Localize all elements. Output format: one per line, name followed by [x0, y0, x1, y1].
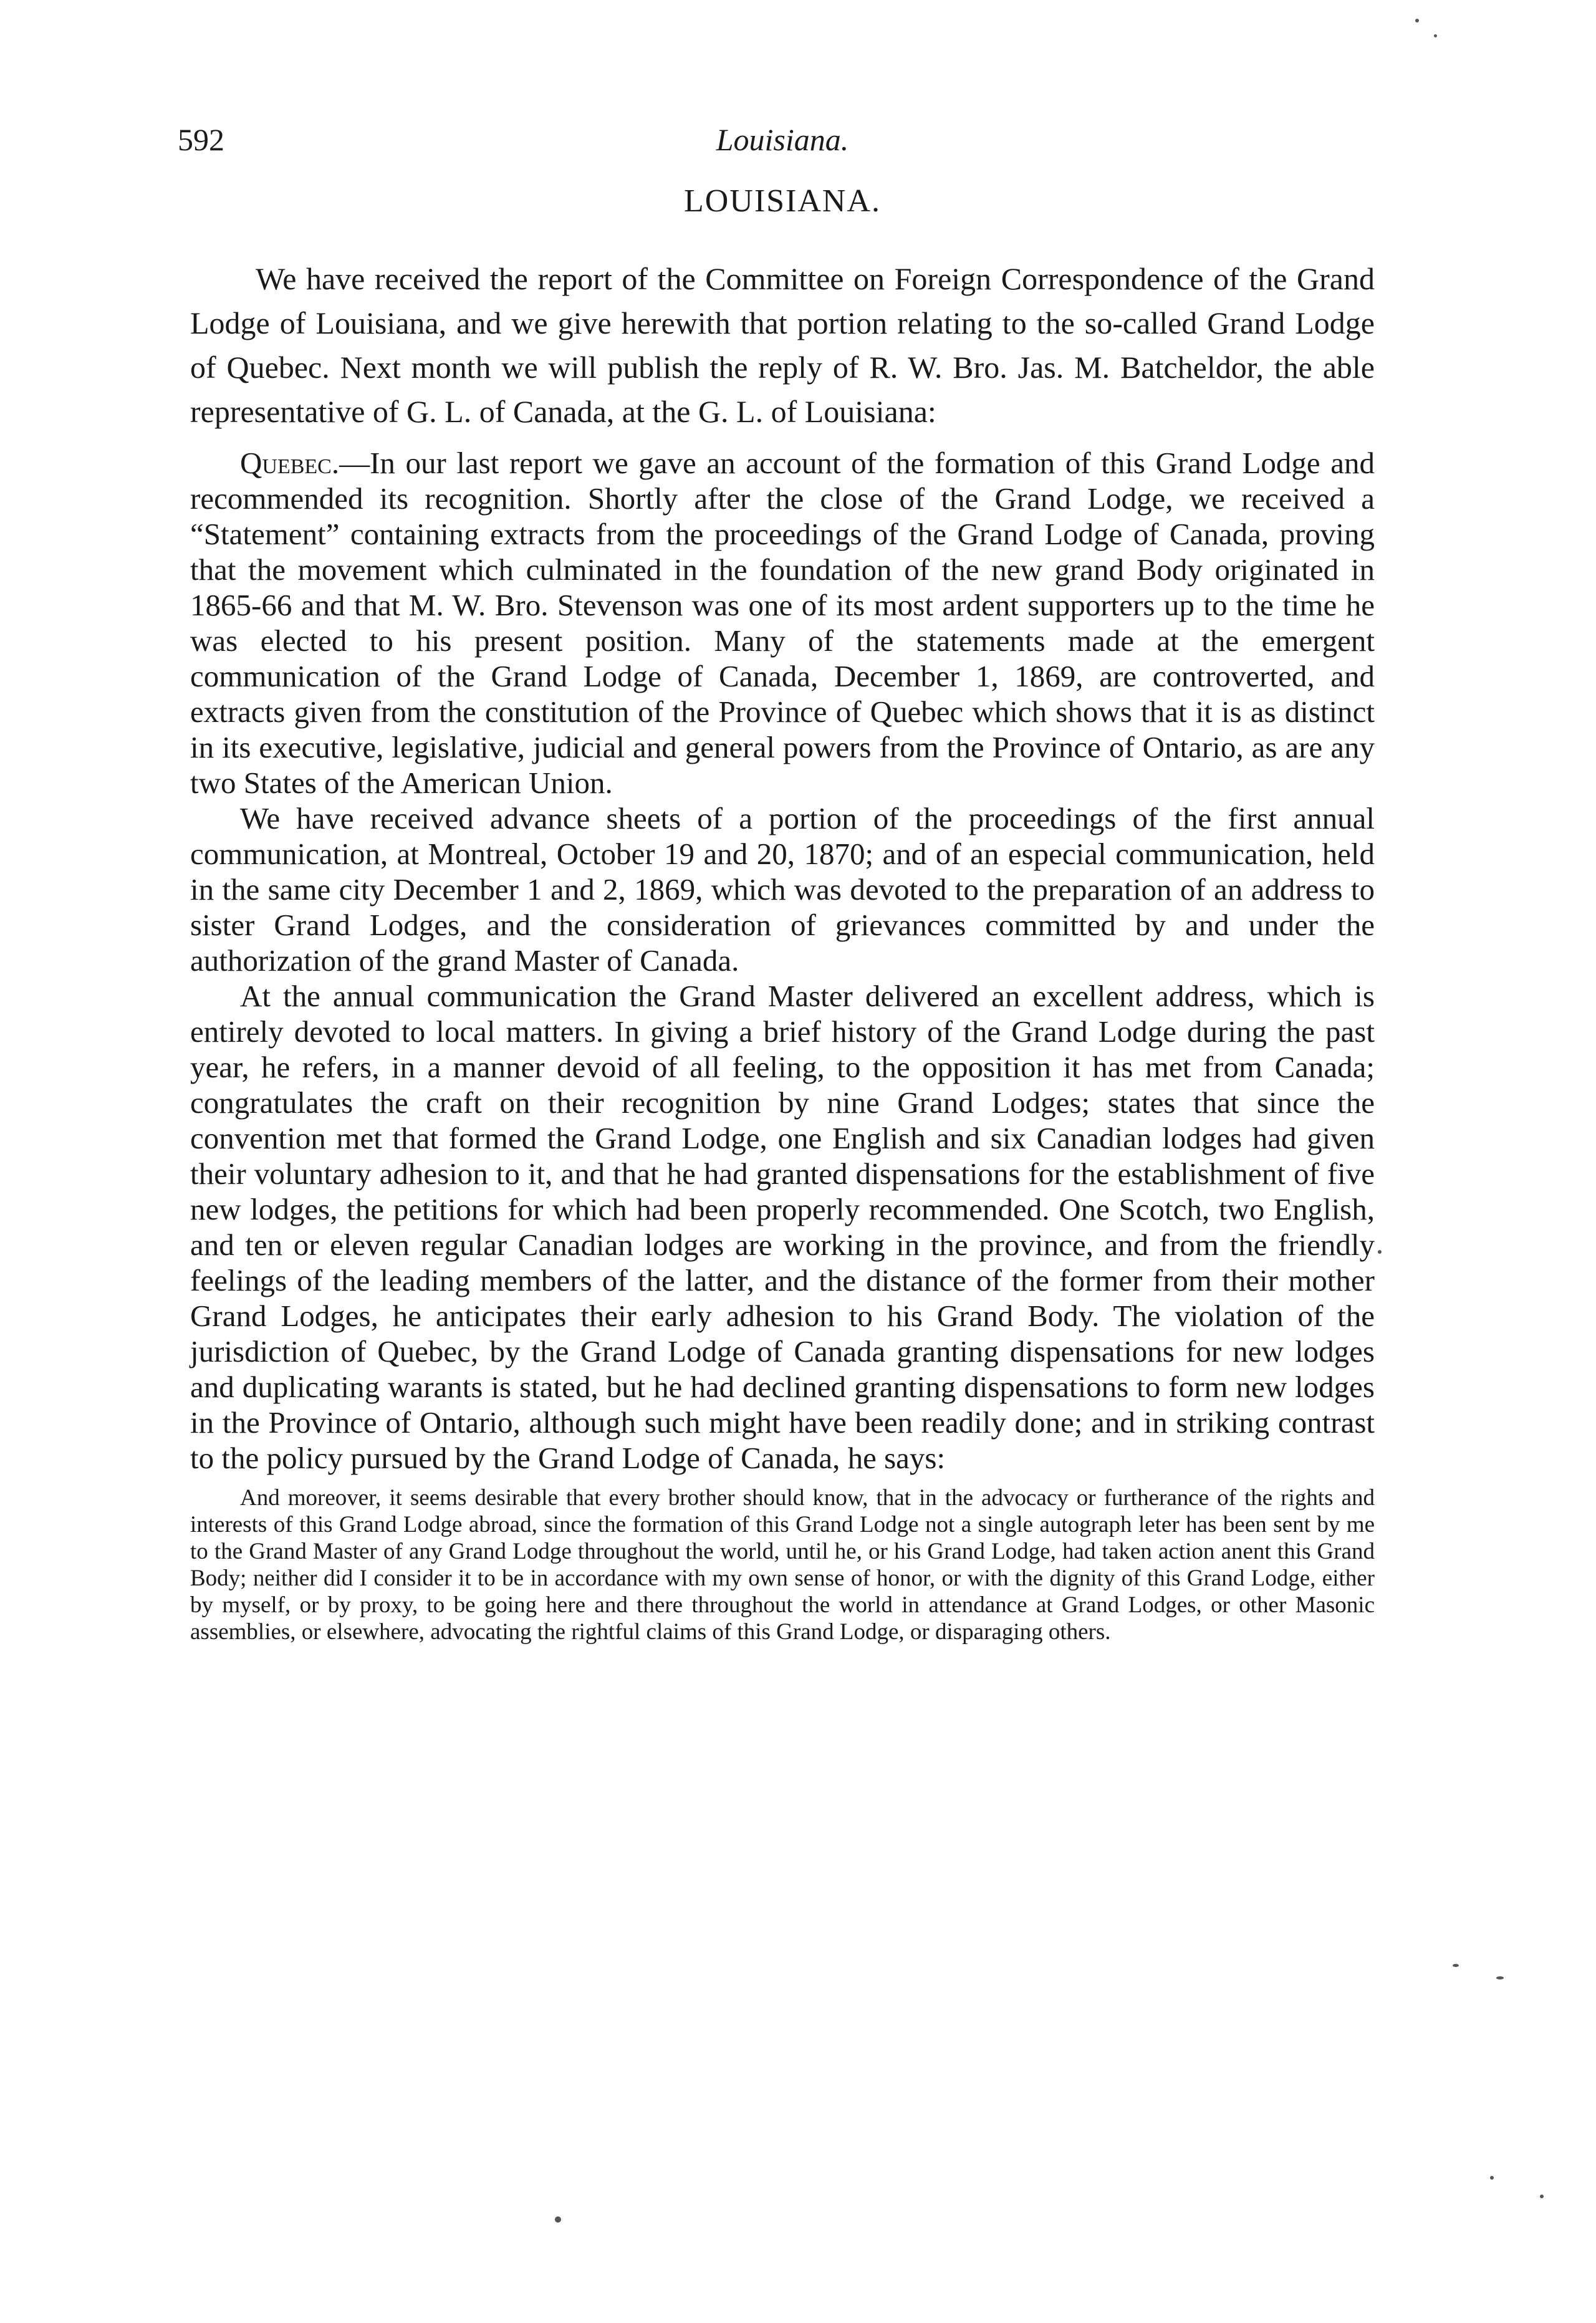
book-page [178, 122, 1375, 1645]
report-paragraph-1 [190, 445, 1375, 801]
intro-paragraph [190, 257, 1375, 434]
running-title: Louisiana. [716, 122, 849, 157]
report-paragraph-2: We have received advance sheets of a portion of the proceedings of the first annual communication, at Montreal, October 19 and 20, 1870; and of an especial communication, held in the same city December 1 and 2, 1869, which was devoted to the preparation of an address to sister Grand Lodges, and the consideration of grievances committed by and under the authorization of the grand Master of Canada. [190, 801, 1375, 978]
section-title: LOUISIANA. [683, 183, 882, 219]
page-header [178, 122, 1375, 171]
speck [1490, 2176, 1494, 2180]
speck [1496, 1976, 1504, 1979]
speck [1434, 34, 1437, 37]
block-quote [190, 1484, 1375, 1645]
speck [1415, 19, 1419, 22]
speck [1540, 2195, 1544, 2198]
page-number: 592 [178, 122, 224, 157]
report-paragraph-1-text: —In our last report we gave an account of the formation of this Grand Lodge and recommended its recognition. Shortly after the close of the Grand Lodge, we received a “Statement” containing extracts from the proceedings of the Grand Lodge of Canada, proving that the movement which culminated in the foundation of the new grand Body originated in 1865-66 and that M. W. Bro. Stevenson was one of its most ardent supporters up to the time he was elected to his present position. Many of the statements made at the emergent communication of the Grand Lodge of Canada, December 1, 1869, are controverted, and extracts given from the constitution of the Province of Quebec which shows that it is as distinct in its executive, legislative, judicial and general powers from the Province of Ontario, as are any two States of the American Union. [190, 446, 1375, 800]
speck [555, 2216, 561, 2223]
speck [1378, 1250, 1382, 1254]
report-paragraph-3: At the annual communication the Grand Master delivered an excellent address, which is entirely devoted to local matters. In giving a brief history of the Grand Lodge during the past year, he refers, in a manner devoid of all feeling, to the opposition it has met from Canada; congratulates the craft on their recognition by nine Grand Lodges; states that since the convention met that formed the Grand Lodge, one English and six Canadian lodges had given their voluntary adhesion to it, and that he had granted dispensations for the establishment of five new lodges, the petitions for which had been properly recommended. One Scotch, two English, and ten or eleven regular Canadian lodges are working in the province, and from the friendly feelings of the leading members of the latter, and the distance of the former from their mother Grand Lodges, he anticipates their early adhesion to his Grand Body. The violation of the jurisdiction of Quebec, by the Grand Lodge of Canada granting dispensations for new lodges and duplicating warants is stated, but he had declined granting dispensations to form new lodges in the Province of Ontario, although such might have been readily done; and in striking contrast to the policy pursued by the Grand Lodge of Canada, he says: [190, 979, 1375, 1475]
speck [1453, 1964, 1459, 1967]
quote-text: And moreover, it seems desirable that every brother should know, that in the advocacy or furtherance of the rights and interests of this Grand Lodge abroad, since the formation of this Grand Lodge not a single autograph leter has been sent by me to the Grand Master of any Grand Lodge throughout the world, until he, or his Grand Lodge, had taken action anent this Grand Body; neither did I consider it to be in accordance with my own sense of honor, or with the dignity of this Grand Lodge, either by myself, or by proxy, to be going here and there throughout the world in attendance at Grand Lodges, or other Masonic assemblies, or elsewhere, advocating the rightful claims of this Grand Lodge, or disparaging others. [190, 1485, 1375, 1645]
report-lead-word: Quebec. [240, 446, 340, 480]
committee-report [190, 445, 1375, 1476]
intro-text: We have received the report of the Committee on Foreign Correspondence of the Grand Lodge of Louisiana, and we give herewith that portion relating to the so-called Grand Lodge of Quebec. Next month we will publish the reply of R. W. Bro. Jas. M. Batcheldor, the able representative of G. L. of Canada, at the G. L. of Louisiana: [190, 261, 1375, 429]
